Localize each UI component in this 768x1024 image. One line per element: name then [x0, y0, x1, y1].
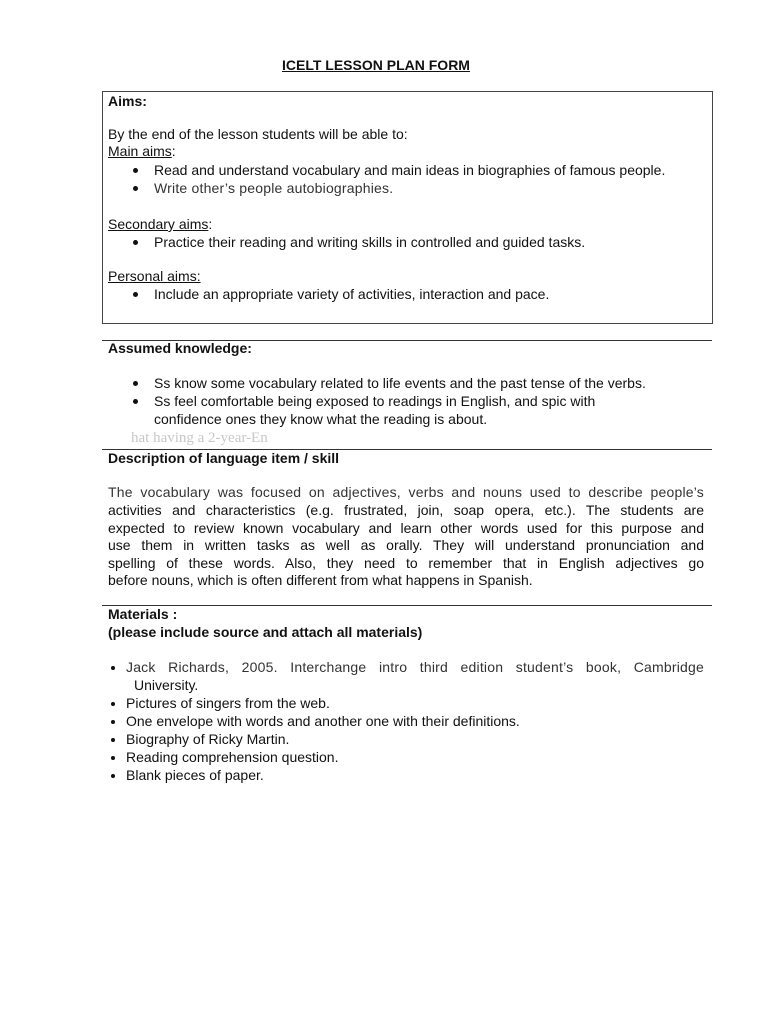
bullet-icon — [133, 399, 138, 404]
bullet-icon — [111, 702, 115, 706]
materials-item-cont: University. — [134, 677, 199, 693]
assumed-item: Ss know some vocabulary related to life events and the past tense of the verbs. — [154, 375, 646, 391]
bullet-icon — [111, 666, 115, 670]
description-line: activities and characteristics (e.g. frustrated, join, soap opera, etc.). The students are — [108, 502, 704, 518]
aims-heading: Aims: — [108, 93, 147, 109]
page-title: ICELT LESSON PLAN FORM — [282, 57, 470, 73]
description-line: The vocabulary was focused on adjectives, verbs and nouns used to describe people’s — [108, 484, 704, 500]
bullet-icon — [133, 168, 138, 173]
colon: : — [208, 216, 213, 232]
divider — [102, 605, 712, 606]
bullet-icon — [111, 720, 115, 724]
description-heading: Description of language item / skill — [108, 450, 340, 466]
aims-intro: By the end of the lesson students will be able to: — [108, 126, 408, 142]
materials-item: Blank pieces of paper. — [126, 767, 264, 783]
secondary-aims-label — [108, 215, 212, 233]
assumed-item-cont: confidence ones they know what the reading is about. — [154, 411, 488, 427]
bullet-icon — [133, 381, 138, 386]
materials-item: Reading comprehension question. — [126, 749, 339, 765]
bullet-icon — [111, 756, 115, 760]
description-line: expected to review known vocabulary and learn other words used for this purpose and — [108, 520, 704, 536]
materials-item: Biography of Ricky Martin. — [126, 731, 290, 747]
colon: : — [171, 143, 176, 159]
materials-item: Pictures of singers from the web. — [126, 695, 330, 711]
description-line: use them in written tasks as well as orally. They will understand pronunciation and — [108, 537, 704, 553]
bullet-icon — [111, 774, 115, 778]
bullet-icon — [133, 186, 138, 191]
description-line: before nouns, which is often different from what happens in Spanish. — [108, 572, 533, 588]
bullet-icon — [111, 738, 115, 742]
materials-item: Jack Richards, 2005. Interchange intro third edition student’s book, Cambridge — [126, 659, 704, 675]
main-aims-label — [108, 142, 176, 160]
personal-aims-label: Personal aims: — [108, 268, 201, 284]
assumed-heading: Assumed knowledge: — [108, 340, 252, 356]
main-aims-text: Main aims — [108, 143, 172, 159]
bullet-icon — [133, 292, 138, 297]
main-aim-item: Write other’s people autobiographies. — [154, 180, 394, 196]
materials-subheading: (please include source and attach all materials) — [108, 624, 423, 640]
secondary-aim-item: Practice their reading and writing skills in controlled and guided tasks. — [154, 234, 586, 250]
ghost-text: hat having a 2-year-En — [131, 430, 268, 446]
main-aim-item: Read and understand vocabulary and main ideas in biographies of famous people. — [154, 162, 666, 178]
bullet-icon — [133, 240, 138, 245]
materials-heading: Materials : — [108, 606, 178, 622]
assumed-item: Ss feel comfortable being exposed to readings in English, and spic with — [154, 393, 596, 409]
personal-aim-item: Include an appropriate variety of activities, interaction and pace. — [154, 286, 550, 302]
description-line: spelling of these words. Also, they need to remember that in English adjectives go — [108, 555, 704, 571]
materials-item: One envelope with words and another one with their definitions. — [126, 713, 520, 729]
secondary-aims-text: Secondary aims — [108, 216, 209, 232]
